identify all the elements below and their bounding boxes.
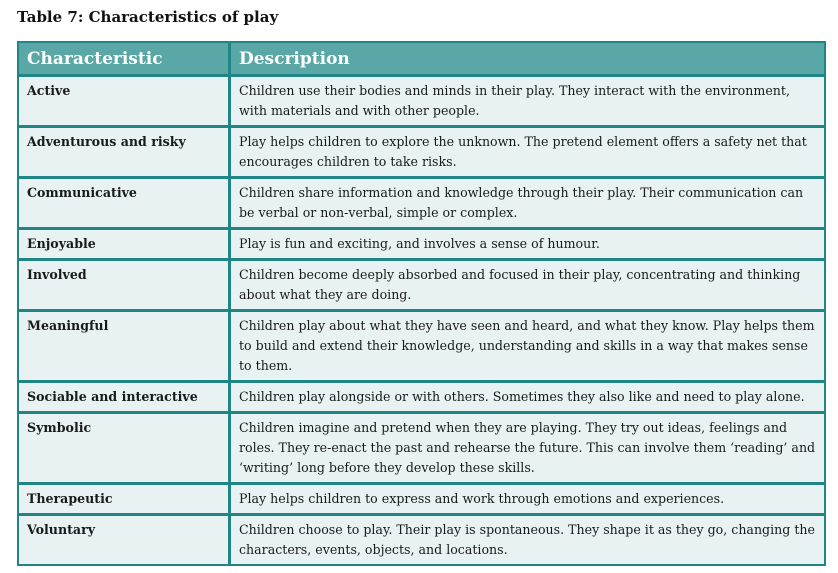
characteristics-table — [17, 41, 826, 566]
characteristic-cell: Enjoyable — [19, 230, 231, 261]
description-cell: Children play about what they have seen and heard, and what they know. Play helps them to build and extend their knowledge, understanding and skills in a way that makes sense to them. — [231, 312, 824, 383]
table-row — [19, 179, 824, 230]
characteristic-cell: Meaningful — [19, 312, 231, 383]
description-cell: Children become deeply absorbed and focused in their play, concentrating and thinking about what they are doing. — [231, 261, 824, 312]
table-row — [19, 261, 824, 312]
description-cell: Children play alongside or with others. Sometimes they also like and need to play alone. — [231, 383, 824, 414]
column-header-characteristic: Characteristic — [19, 43, 231, 77]
column-header-description: Description — [231, 43, 824, 77]
description-cell: Children use their bodies and minds in their play. They interact with the environment, with materials and with other people. — [231, 77, 824, 128]
description-cell: Children imagine and pretend when they are playing. They try out ideas, feelings and roles. They re-enact the past and rehearse the future. This can involve them ‘reading’ and ‘writing’ long before they develop these skills. — [231, 414, 824, 485]
description-cell: Children choose to play. Their play is spontaneous. They shape it as they go, changing the characters, events, objects, and locations. — [231, 516, 824, 564]
characteristic-cell: Sociable and interactive — [19, 383, 231, 414]
characteristic-cell: Involved — [19, 261, 231, 312]
header-row — [19, 43, 824, 77]
table-caption: Table 7: Characteristics of play — [17, 8, 279, 26]
description-cell: Play helps children to express and work through emotions and experiences. — [231, 485, 824, 516]
table-row — [19, 230, 824, 261]
table-row — [19, 312, 824, 383]
table — [19, 43, 824, 564]
characteristic-cell: Symbolic — [19, 414, 231, 485]
table-row — [19, 77, 824, 128]
characteristic-cell: Adventurous and risky — [19, 128, 231, 179]
characteristic-cell: Therapeutic — [19, 485, 231, 516]
description-cell: Play helps children to explore the unknown. The pretend element offers a safety net that encourages children to take risks. — [231, 128, 824, 179]
table-row — [19, 128, 824, 179]
description-cell: Play is fun and exciting, and involves a sense of humour. — [231, 230, 824, 261]
characteristic-cell: Voluntary — [19, 516, 231, 564]
characteristic-cell: Communicative — [19, 179, 231, 230]
table-row — [19, 383, 824, 414]
table-row — [19, 414, 824, 485]
characteristic-cell: Active — [19, 77, 231, 128]
description-cell: Children share information and knowledge through their play. Their communication can be verbal or non-verbal, simple or complex. — [231, 179, 824, 230]
table-row — [19, 516, 824, 564]
table-row — [19, 485, 824, 516]
